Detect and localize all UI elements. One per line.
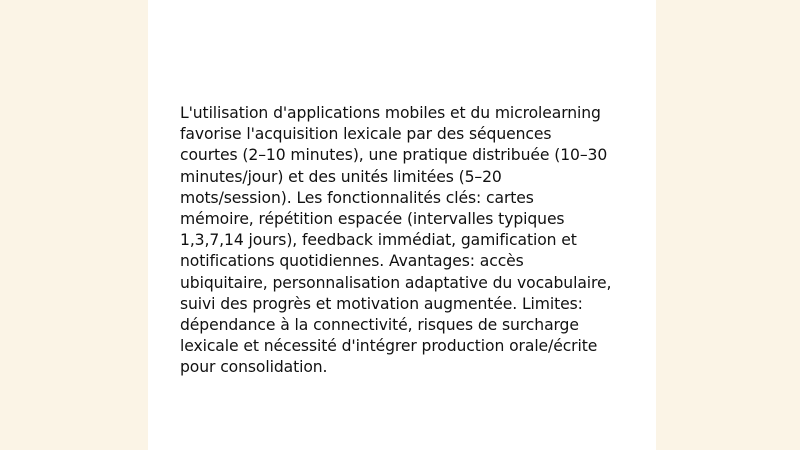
body-paragraph: L'utilisation d'applications mobiles et du microlearning favorise l'acquisition lexicale par des séquences courtes (2–10 minutes), une pratique distribuée (10–30 minutes/jour) et des unités limitées (5–20 mots/session). Les fonctionnalités clés: cartes mémoire, répétition espacée (intervalles typiques 1,3,7,14 jours), feedback immédiat, gamification et notifications quotidiennes. Avantages: accès ubiquitaire, personnalisation adaptative du vocabulaire, suivi des progrès et motivation augmentée. Limites: dépendance à la connectivité, risques de surcharge lexicale et nécessité d'intégrer production orale/écrite pour consolidation.: [180, 104, 612, 377]
document-page: [148, 0, 656, 450]
